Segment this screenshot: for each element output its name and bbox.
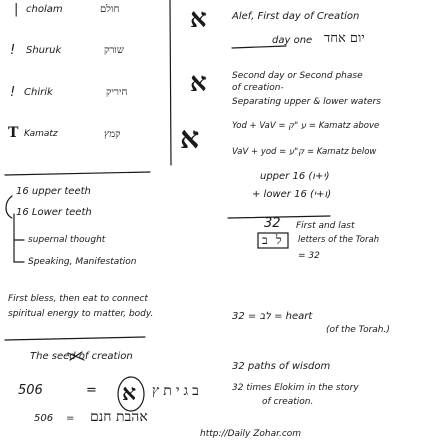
alef-letter-3: א bbox=[180, 121, 200, 156]
upper-teeth-text: 16 upper teeth bbox=[16, 186, 91, 197]
letters-of-text: letters of the Torah bbox=[298, 235, 380, 245]
times-elokim-2: of creation. bbox=[262, 397, 314, 407]
vowel-mark: T bbox=[8, 125, 19, 141]
first-last-text: First and last bbox=[296, 221, 355, 231]
day-one-hebrew: יום אחד bbox=[324, 31, 365, 46]
lower-16-text: + lower 16 (ו+י) bbox=[252, 189, 332, 200]
vowel-hebrew: חולם bbox=[100, 4, 120, 15]
ahavat-chinam: אהבת חנם bbox=[90, 409, 148, 425]
vowel-name: Kamatz bbox=[24, 129, 58, 139]
letter-lamed: ל bbox=[276, 233, 282, 247]
equals-sign-2: = bbox=[66, 413, 75, 424]
vowel-mark: ! bbox=[10, 85, 16, 100]
day-one-text: day one bbox=[272, 35, 313, 46]
vowel-name: cholam bbox=[26, 4, 63, 15]
vowel-mark: ! bbox=[10, 43, 16, 58]
vowel-name: Shuruk bbox=[26, 45, 62, 56]
heart-equation: 32 = לב = heart bbox=[232, 311, 313, 322]
separating-text: Separating upper & lower waters bbox=[232, 97, 381, 107]
lower-formula: VaV + yod = ק"ע = Kamatz below bbox=[232, 147, 377, 157]
second-day-text: Second day or Second phase bbox=[232, 71, 363, 81]
footer-url[interactable]: http://Daily Zohar.com bbox=[200, 429, 302, 439]
hebrew-letters-row: בגיתץ bbox=[152, 383, 203, 399]
vowel-hebrew: קמץ bbox=[104, 129, 121, 140]
gematria-506: 506 bbox=[18, 383, 43, 398]
bless-line-1: First bless, then eat to connect bbox=[8, 294, 148, 304]
times-elokim-1: 32 times Elokim in the story bbox=[232, 383, 359, 393]
alef-letter: א bbox=[190, 4, 207, 34]
vowel-hebrew: שורק bbox=[104, 45, 124, 56]
lower-teeth-text: 16 Lower teeth bbox=[16, 207, 92, 218]
bless-line-2: spiritual energy to matter, body. bbox=[8, 309, 154, 319]
alef-letter-2: א bbox=[190, 68, 207, 98]
gematria-506-2: 506 bbox=[34, 413, 54, 424]
speaking-text: Speaking, Manifestation bbox=[28, 257, 137, 267]
upper-formula: Yod + VaV = ע "ק = Kamatz above bbox=[232, 121, 380, 131]
circled-alef: א bbox=[122, 380, 137, 406]
of-torah-text: (of the Torah.) bbox=[326, 325, 390, 335]
equals-sign: = bbox=[86, 383, 97, 398]
number-32: 32 bbox=[264, 216, 281, 231]
upper-16-text: upper 16 (י+ו) bbox=[260, 171, 330, 182]
paths-text: 32 paths of wisdom bbox=[232, 361, 331, 372]
seed-title: The seed of creation bbox=[30, 351, 133, 362]
vowel-name: Chirik bbox=[24, 87, 53, 98]
supernal-text: supernal thought bbox=[28, 235, 106, 245]
letter-bet: ב bbox=[262, 233, 268, 247]
equals-32-text: = 32 bbox=[298, 251, 320, 261]
vowel-mark: | bbox=[14, 2, 19, 17]
of-creation-text: of creation- bbox=[232, 83, 284, 93]
vowel-hebrew: חיריק bbox=[106, 87, 128, 98]
alef-title: Alef, First day of Creation bbox=[232, 11, 360, 22]
